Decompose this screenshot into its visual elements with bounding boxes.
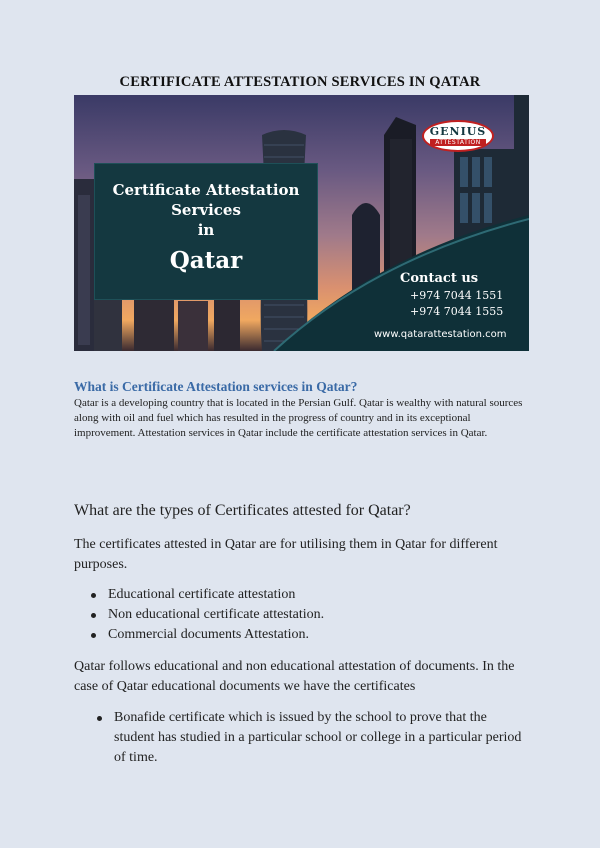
contact-block (400, 271, 503, 318)
list-item: Non educational certificate attestation. (108, 605, 534, 625)
list-item: Educational certificate attestation (108, 585, 534, 605)
section-types (74, 502, 534, 768)
banner-line-4: Qatar (169, 247, 243, 274)
contact-website: www.qatarattestation.com (374, 329, 507, 340)
types-list (74, 585, 534, 645)
section1-heading: What is Certificate Attestation services in Qatar? (74, 379, 358, 394)
banner-line-1: Certificate Attestation (112, 181, 300, 199)
section1-body: Qatar is a developing country that is located in the Persian Gulf. Qatar is wealthy with natural sources along with oil and fuel which has resulted in the progress of country and in its exceptional improvement. Attestation services in Qatar include the certificate attestation services in Qatar. (74, 397, 523, 439)
section2-heading: What are the types of Certificates attested for Qatar? (74, 502, 411, 519)
banner-line-2: Services (171, 201, 241, 219)
contact-heading: Contact us (400, 271, 479, 286)
bonafide-list (74, 708, 534, 768)
logo-text-bottom: ATTESTATION (430, 139, 486, 146)
list-item: Bonafide certificate which is issued by the school to prove that the student has studied in a particular school or college in a particular period of time. (114, 708, 524, 768)
section2-intro: The certificates attested in Qatar are for utilising them in Qatar for different purposes. (74, 537, 498, 572)
banner-line-3: in (197, 221, 215, 239)
genius-logo (422, 120, 494, 152)
contact-phone-1: +974 7044 1551 (410, 289, 504, 302)
banner-title-box (94, 163, 318, 300)
page-title: CERTIFICATE ATTESTATION SERVICES IN QATAR (119, 74, 481, 90)
section-what-is (74, 379, 530, 441)
banner-image (74, 95, 529, 351)
list-item: Commercial documents Attestation. (108, 625, 534, 645)
logo-text-top: GENIUS (429, 125, 487, 138)
contact-phone-2: +974 7044 1555 (410, 305, 504, 318)
section2-follows: Qatar follows educational and non educational attestation of documents. In the case of Qatar educational documents we have the certificates (74, 659, 515, 694)
